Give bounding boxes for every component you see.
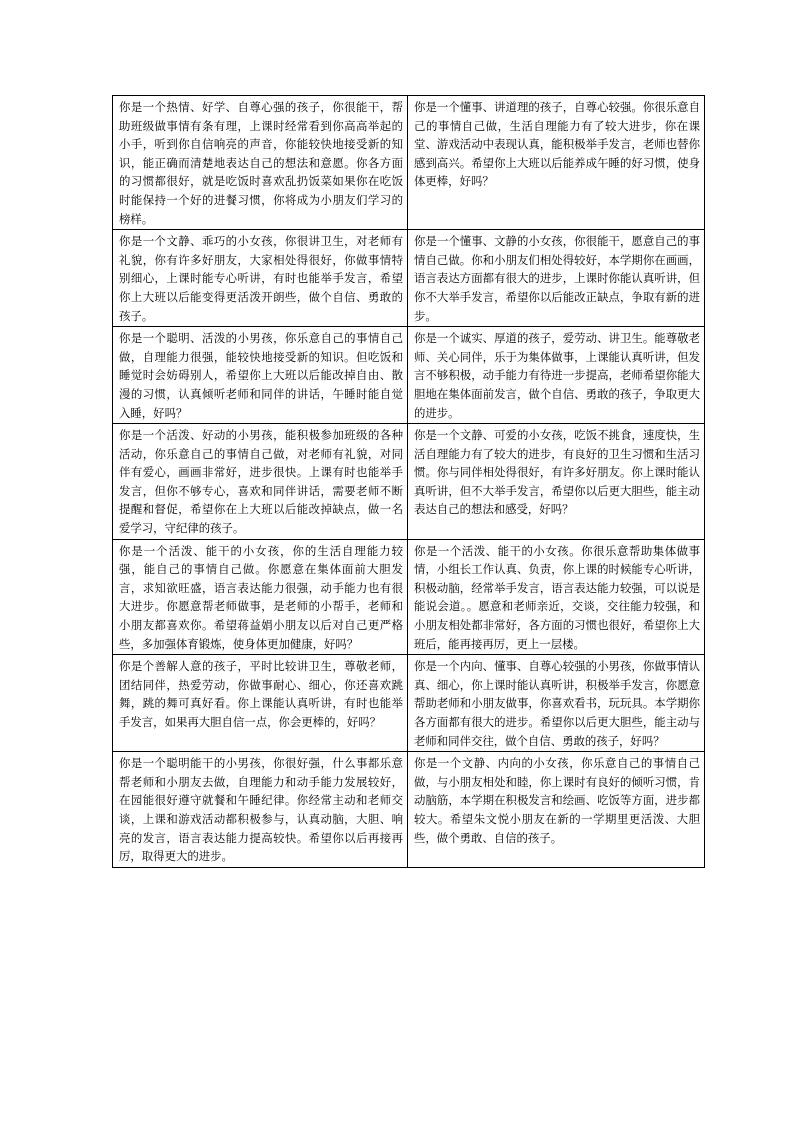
- comment-cell-left: 你是一个热情、好学、自尊心强的孩子，你很能干，帮助班级做事情有条有理，上课时经常看到你高高举起的小手，听到你自信响亮的声音，你能较快地接受新的知识，能正确而清楚地表达自己的想法和意愿。你各方面的习惯都很好，就是吃饭时喜欢乱扔饭菜如果你在吃饭时能保持一个好的进餐习惯，你将成为小朋友们学习的榜样。: [113, 96, 408, 230]
- comment-cell-right: 你是一个文静、内向的小女孩，你乐意自己的事情自己做，与小朋友相处和睦，你上课时有良好的倾听习惯，肯动脑筋，本学期在积极发言和绘画、吃饭等方面，进步都较大。希望朱文悦小朋友在新的一学期里更活泼、大胆些，做个勇敢、自信的孩子。: [408, 752, 705, 868]
- comment-cell-right: 你是一个活泼、能干的小女孩。你很乐意帮助集体做事情，小组长工作认真、负责，你上课的时候能专心听讲，积极动脑，经常举手发言，语言表达能力较强，可以说是能说会道。。愿意和老师亲近，交谈，交往能力较强，和小朋友相处都非常好，各方面的习惯也很好，希望你上大班后，能再接再厉，更上一层楼。: [408, 539, 705, 655]
- table-row: [113, 96, 705, 230]
- comment-cell-left: 你是一个活泼、能干的小女孩，你的生活自理能力较强，能自己的事情自己做。你愿意在集体面前大胆发言，求知欲旺盛，语言表达能力很强，动手能力也有很大进步。你愿意帮老师做事，是老师的小帮手，老师和小朋友都喜欢你。希望蒋益娟小朋友以后对自己更严格些，多加强体育锻炼，使身体更加健康，好吗？: [113, 539, 408, 655]
- table-row: [113, 752, 705, 868]
- comment-cell-right: 你是一个内向、懂事、自尊心较强的小男孩，你做事情认真、细心，你上课时能认真听讲，积极举手发言，你愿意帮助老师和小朋友做事，你喜欢看书，玩玩具。本学期你各方面都有很大的进步。希望你以后更大胆些，能主动与老师和同伴交往，做个自信、勇敢的孩子，好吗？: [408, 655, 705, 752]
- comment-cell-right: 你是一个懂事、文静的小女孩，你很能干，愿意自己的事情自己做。你和小朋友们相处得较好，本学期你在画画，语言表达方面都有很大的进步，上课时你能认真听讲，但你不大举手发言，希望你以后能改正缺点，争取有新的进步。: [408, 230, 705, 327]
- comment-cell-right: 你是一个文静、可爱的小女孩，吃饭不挑食，速度快，生活自理能力有了较大的进步，有良好的卫生习惯和生活习惯。你与同伴相处得很好，有许多好朋友。你上课时能认真听讲，但不大举手发言，希望你以后更大胆些，能主动表达自己的想法和感受，好吗？: [408, 424, 705, 540]
- table-row: [113, 327, 705, 424]
- table-row: [113, 539, 705, 655]
- comment-cell-left: 你是一个活泼、好动的小男孩，能积极参加班级的各种活动，你乐意自己的事情自己做，对老师有礼貌，对同伴有爱心，画画非常好，进步很快。上课有时也能举手发言，但你不够专心，喜欢和同伴讲话，需要老师不断提醒和督促，希望你在上大班以后能改掉缺点，做一名爱学习，守纪律的孩子。: [113, 424, 408, 540]
- teacher-comments-table: [112, 95, 705, 868]
- comment-cell-right: 你是一个懂事、讲道理的孩子，自尊心较强。你很乐意自己的事情自己做，生活自理能力有了较大进步，你在课堂、游戏活动中表现认真，能积极举手发言，老师也替你感到高兴。希望你上大班以后能养成午睡的好习惯，使身体更棒，好吗？: [408, 96, 705, 230]
- comment-cell-left: 你是一个聪明、活泼的小男孩，你乐意自己的事情自己做，自理能力很强，能较快地接受新的知识。但吃饭和睡觉时会妨碍别人，希望你上大班以后能改掉自由、散漫的习惯，认真倾听老师和同伴的讲话，午睡时能自觉入睡，好吗？: [113, 327, 408, 424]
- table-row: [113, 424, 705, 540]
- table-row: [113, 655, 705, 752]
- comment-cell-left: 你是一个文静、乖巧的小女孩，你很讲卫生，对老师有礼貌，你有许多好朋友，大家相处得很好，你做事情特别细心，上课时能专心听讲，有时也能举手发言，希望你上大班以后能变得更活泼开朗些，做个自信、勇敢的孩子。: [113, 230, 408, 327]
- comment-cell-left: 你是一个聪明能干的小男孩，你很好强，什么事都乐意帮老师和小朋友去做，自理能力和动手能力发展较好，在园能很好遵守就餐和午睡纪律。你经常主动和老师交谈，上课和游戏活动都积极参与，认真动脑，大胆、响亮的发言，语言表达能力提高较快。希望你以后再接再厉，取得更大的进步。: [113, 752, 408, 868]
- comment-cell-right: 你是一个诚实、厚道的孩子，爱劳动、讲卫生。能尊敬老师、关心同伴，乐于为集体做事，上课能认真听讲，但发言不够积极，动手能力有待进一步提高，老师希望你能大胆地在集体面前发言，做个自信、勇敢的孩子，争取更大的进步。: [408, 327, 705, 424]
- table-row: [113, 230, 705, 327]
- comment-cell-left: 你是个善解人意的孩子，平时比较讲卫生，尊敬老师，团结同伴，热爱劳动，你做事耐心、细心，你还喜欢跳舞，跳的舞可真好看。你上课能认真听讲，有时也能举手发言，如果再大胆自信一点，你会更棒的，好吗？: [113, 655, 408, 752]
